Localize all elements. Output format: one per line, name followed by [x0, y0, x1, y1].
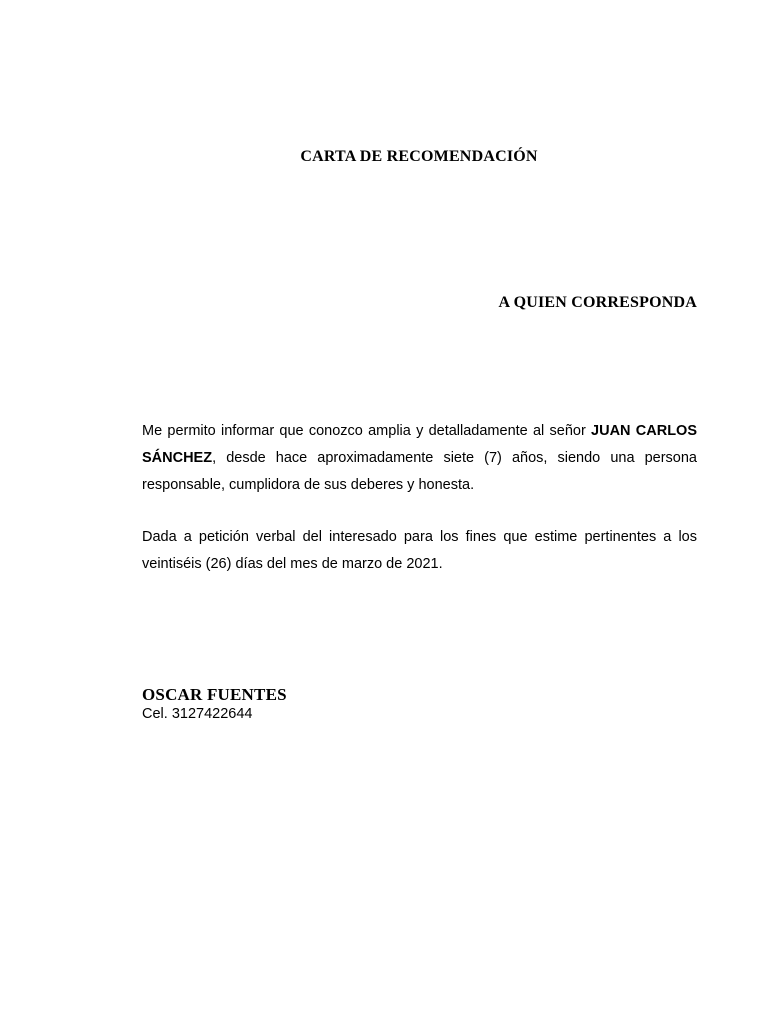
paragraph-1-rest: , desde hace aproximadamente siete (7) años, siendo una persona responsable, cumplidora de sus deberes y honesta.: [142, 450, 697, 493]
signature-phone: Cel. 3127422644: [142, 706, 253, 722]
recommended-person-name: JUAN CARLOS SÁNCHEZ: [142, 423, 697, 466]
paragraph-recommendation: [142, 418, 697, 499]
salutation: A QUIEN CORRESPONDA: [498, 294, 697, 311]
paragraph-date: Dada a petición verbal del interesado para los fines que estime pertinentes a los veintiséis (26) días del mes de marzo de 2021.: [142, 529, 697, 572]
signature-name: OSCAR FUENTES: [142, 685, 287, 704]
paragraph-1-intro: Me permito informar que conozco amplia y detalladamente al señor: [142, 423, 592, 439]
letter-title: CARTA DE RECOMENDACIÓN: [300, 148, 538, 165]
